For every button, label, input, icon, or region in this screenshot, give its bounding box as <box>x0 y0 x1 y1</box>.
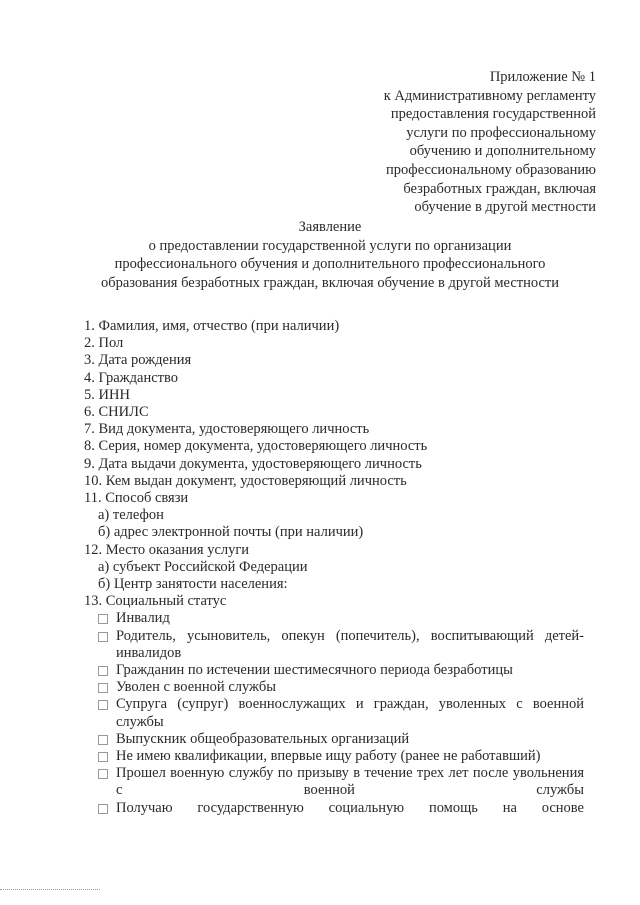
checkbox-icon[interactable] <box>98 632 108 642</box>
option-label: Родитель, усыновитель, опекун (попечитель), воспитывающий детей-инвалидов <box>116 627 584 661</box>
contact-option-email: б) адрес электронной почты (при наличии) <box>98 524 364 541</box>
social-status-option <box>84 679 584 696</box>
title-line: профессионального обучения и дополнительного профессионального <box>114 256 546 272</box>
footnote-divider <box>0 889 100 890</box>
service-place-employment-center: б) Центр занятости населения: <box>98 576 288 593</box>
checkbox-icon[interactable] <box>98 700 108 710</box>
checkbox-icon[interactable] <box>98 804 108 814</box>
field-id-doc-number: 8. Серия, номер документа, удостоверяющего личность <box>84 438 428 455</box>
field-social-status: 13. Социальный статус <box>84 593 227 610</box>
field-birth-date: 3. Дата рождения <box>84 352 192 369</box>
field-contact-method: 11. Способ связи <box>84 490 189 507</box>
social-status-option <box>84 610 584 627</box>
checkbox-icon[interactable] <box>98 752 108 762</box>
social-status-option <box>84 748 584 765</box>
option-label: Уволен с военной службы <box>116 679 276 696</box>
social-status-option <box>84 800 584 817</box>
field-id-doc-issue-date: 9. Дата выдачи документа, удостоверяющего личность <box>84 455 422 472</box>
appendix-line: услуги по профессиональному <box>406 124 596 141</box>
social-status-option <box>84 731 584 748</box>
option-label: Инвалид <box>116 610 170 627</box>
title-line: образования безработных граждан, включая обучение в другой местности <box>100 274 560 291</box>
option-label: Получаю государственную социальную помощь на основе <box>116 799 584 816</box>
field-citizenship: 4. Гражданство <box>84 369 179 386</box>
field-service-place: 12. Место оказания услуги <box>84 541 250 558</box>
appendix-header <box>336 68 596 217</box>
checkbox-icon[interactable] <box>98 735 108 745</box>
appendix-line: безработных граждан, включая <box>403 180 596 197</box>
checkbox-icon[interactable] <box>98 614 108 624</box>
social-status-option <box>84 628 584 662</box>
appendix-line: Приложение № 1 <box>489 69 596 85</box>
field-inn: 5. ИНН <box>84 386 130 403</box>
appendix-line: обучение в другой местности <box>414 199 596 216</box>
appendix-line: предоставления государственной <box>390 106 596 123</box>
appendix-line: профессиональному образованию <box>386 161 596 178</box>
field-full-name: 1. Фамилия, имя, отчество (при наличии) <box>84 318 340 334</box>
checkbox-icon[interactable] <box>98 666 108 676</box>
appendix-line: обучению и дополнительному <box>409 143 596 160</box>
application-fields <box>84 318 584 817</box>
social-status-option <box>84 765 584 799</box>
option-label: Выпускник общеобразовательных организаций <box>116 730 410 747</box>
field-snils: 6. СНИЛС <box>84 404 149 421</box>
field-id-doc-type: 7. Вид документа, удостоверяющего личность <box>84 421 370 438</box>
contact-option-phone: а) телефон <box>98 507 164 524</box>
title-line: о предоставлении государственной услуги по организации <box>148 237 512 254</box>
title-line: Заявление <box>298 219 362 235</box>
option-label: Гражданин по истечении шестимесячного периода безработицы <box>116 662 513 679</box>
service-place-region: а) субъект Российской Федерации <box>98 558 308 575</box>
checkbox-icon[interactable] <box>98 769 108 779</box>
field-id-doc-issuer: 10. Кем выдан документ, удостоверяющий личность <box>84 472 407 489</box>
document-title <box>60 218 600 292</box>
option-label: Не имею квалификации, впервые ищу работу (ранее не работавший) <box>116 748 541 765</box>
social-status-option <box>84 662 584 679</box>
social-status-option <box>84 696 584 730</box>
appendix-line: к Административному регламенту <box>383 87 596 104</box>
checkbox-icon[interactable] <box>98 683 108 693</box>
option-label: Прошел военную службу по призыву в течение трех лет после увольнения с военной службы <box>116 765 584 799</box>
option-label: Супруга (супруг) военнослужащих и граждан, уволенных с военной службы <box>116 696 584 730</box>
field-sex: 2. Пол <box>84 335 124 352</box>
